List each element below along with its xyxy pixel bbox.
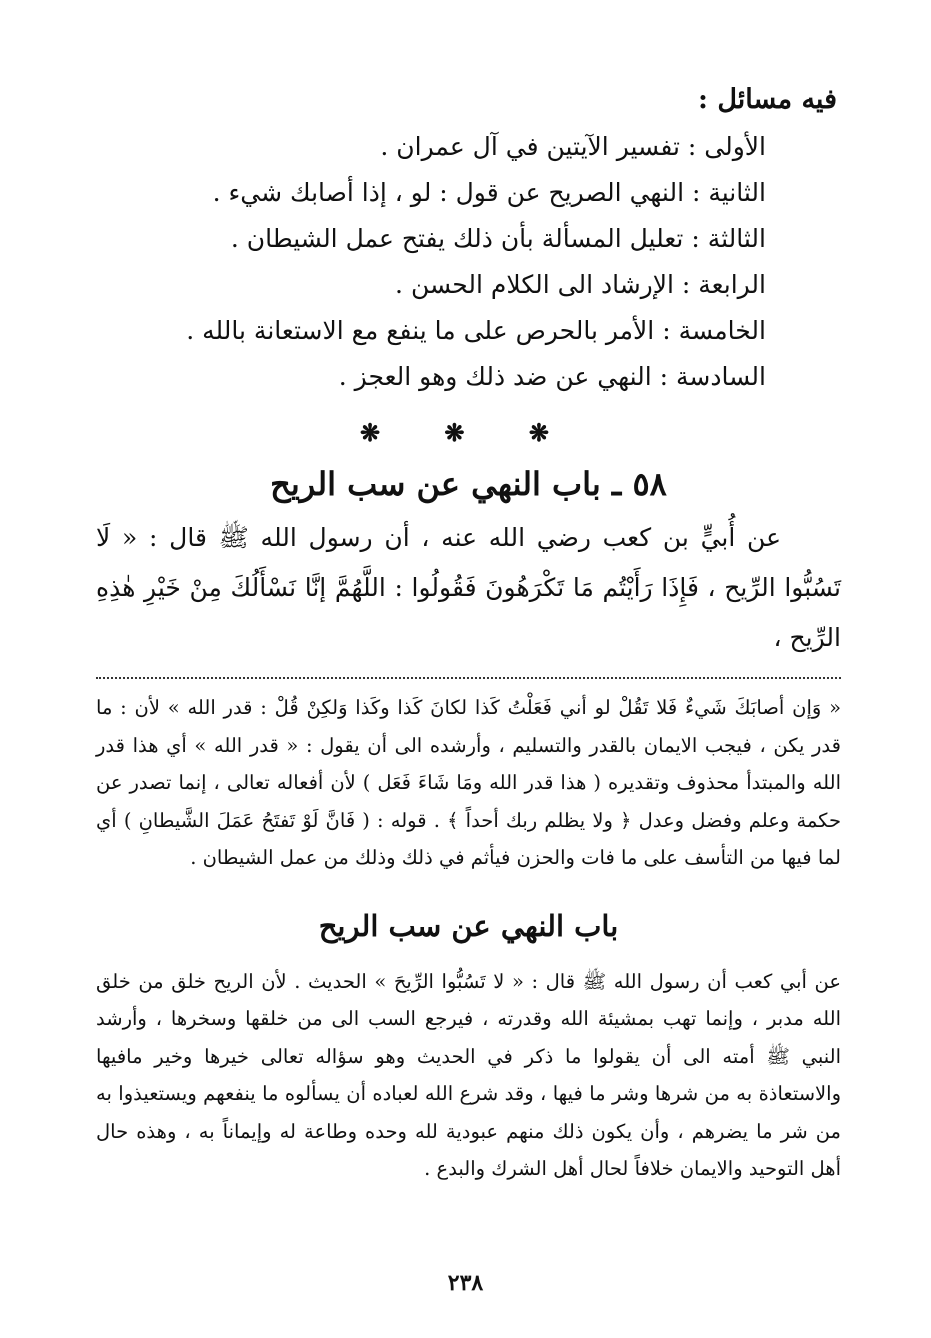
issue-item: الأولى : تفسير الآيتين في آل عمران . (380, 132, 766, 161)
issue-item: الثانية : النهي الصريح عن قول : لو ، إذا أصابك شيء . (212, 178, 766, 207)
issue-item: الثالثة : تعليل المسألة بأن ذلك يفتح عمل الشيطان . (230, 224, 766, 253)
page-number: ٢٣٨ (447, 1270, 484, 1296)
footnote-divider (96, 677, 841, 679)
commentary-title: باب النهي عن سب الريح (318, 908, 619, 943)
page-body (96, 80, 841, 1188)
hadith-text-content: عن أُبيٍّ بن كعب رضي الله عنه ، أن رسول الله ﷺ قال : « لَا تَسُبُّوا الرِّيح ، فَإِذَا رَأَيْتُم مَا تَكْرَهُونَ فَقُولُوا : اللَّهُمَّ إنَّا نَسْأَلُكَ مِنْ خَيْرِ هٰذِهِ الرِّيح ، (96, 523, 841, 652)
section-separator: ❋ ❋ ❋ (359, 418, 578, 447)
commentary-paragraph-1: « وَإن أصابَكَ شَيءٌ فَلا تَقُلْ لو أني فَعَلْتُ كَذا لكانَ كَذا وكَذا وَلكِنْ قُلْ : قدر الله » لأن : ما قدر يكن ، فيجب الايمان بالقدر والتسليم ، وأرشده الى أن يقول : « قدر الله » أي هذا قدر الله والمبتدأ محذوف وتقديره ( هذا قدر الله ومَا شَاءَ فَعَل ) لأن أفعاله تعالى ، إنما تصدر عن حكمة وعلم وفضل وعدل ﴿ ولا يظلم ربك أحداً ﴾ . قوله : ( فَانَّ لَوْ تَفتَحُ عَمَلَ الشَّيطانِ ) أي لما فيها من التأسف على ما فات والحزن فيأثم في ذلك وذلك من عمل الشيطان . (96, 696, 841, 869)
issue-item: السادسة : النهي عن ضد ذلك وهو العجز . (338, 362, 766, 391)
chapter-title: ٥٨ ـ باب النهي عن سب الريح (270, 465, 667, 503)
commentary-paragraph-2: عن أبي كعب أن رسول الله ﷺ قال : « لا تَسُبُّوا الرِّيحَ » الحديث . لأن الريح خلق من خلق الله مدبر ، وإنما تهب بمشيئة الله وقدرته ، فيرجع السب الى من خلقها وسخرها ، وأرشد النبي ﷺ أمته الى أن يقولوا ما ذكر في الحديث وهو سؤاله تعالى خيرها وخير مافيها والاستعاذة به من شرها وشر ما فيها ، وقد شرع الله لعباده أن يسألوه ما ينفعهم ويستعيذوا به من شر ما يضرهم ، وأن يكون ذلك منهم عبودية لله وحده وطاعة له وإيماناً به ، وهذه حال أهل التوحيد والايمان خلافاً لحال أهل الشرك والبدع . (96, 969, 841, 1180)
issue-item: الرابعة : الإرشاد الى الكلام الحسن . (395, 270, 766, 299)
hadith-text (96, 513, 841, 663)
issues-heading: فيه مسائل : (697, 84, 837, 115)
issue-item: الخامسة : الأمر بالحرص على ما ينفع مع الاستعانة بالله . (186, 316, 766, 345)
issues-list (96, 124, 841, 400)
